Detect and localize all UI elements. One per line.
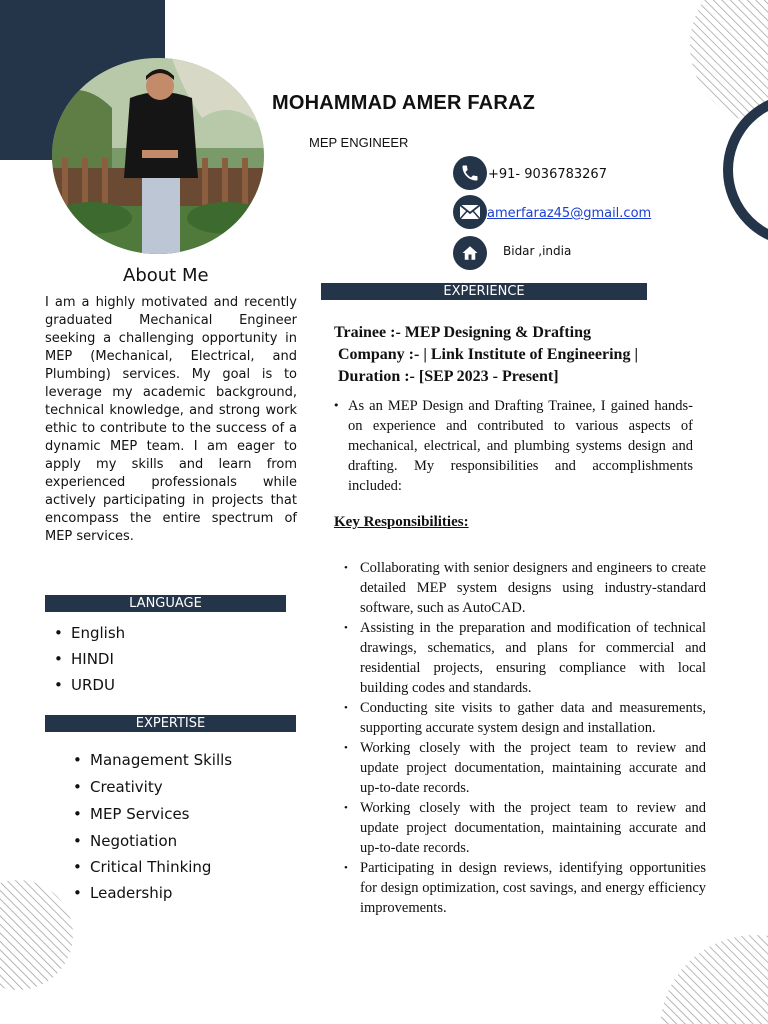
location: Bidar ,india: [503, 244, 572, 258]
experience-intro: As an MEP Design and Drafting Trainee, I gained hands-on experience and contributed to various aspects of mechanical, electrical, and plumbing systems design and drafting. My responsibilities and accomplishments included:: [348, 398, 693, 494]
list-item: • Collaborating with senior designers and engineers to create detailed MEP system designs using industry-standard software, such as AutoCAD.: [360, 558, 706, 618]
phone-number: +91- 9036783267: [488, 167, 607, 182]
experience-section-title: EXPERIENCE: [321, 283, 647, 300]
list-item: • Leadership: [90, 884, 232, 910]
expertise-list: [90, 751, 232, 910]
list-item: • Creativity: [90, 778, 232, 805]
language-section-title: LANGUAGE: [45, 595, 286, 612]
job-header: [334, 322, 638, 388]
list-item: • URDU: [71, 676, 125, 702]
profile-photo: [52, 58, 264, 254]
hatched-circle-bottom-right: [660, 935, 768, 1024]
language-list: [71, 624, 125, 702]
list-item: • Working closely with the project team to review and update project documentation, maintaining accurate and up-to-date records.: [360, 798, 706, 858]
expertise-section-title: EXPERTISE: [45, 715, 296, 732]
job-duration: Duration :- [SEP 2023 - Present]: [338, 368, 559, 385]
company-name: Company :- | Link Institute of Engineering |: [338, 346, 638, 363]
about-title: About Me: [123, 265, 209, 286]
list-item: • MEP Services: [90, 805, 232, 832]
list-item: • Management Skills: [90, 751, 232, 778]
list-item: • Critical Thinking: [90, 858, 232, 884]
email-link[interactable]: amerfaraz45@gmail.com: [487, 206, 652, 221]
candidate-name: MOHAMMAD AMER FARAZ: [272, 92, 536, 114]
hatched-circle-top-right: [690, 0, 768, 125]
list-item: • HINDI: [71, 650, 125, 676]
list-item: • Conducting site visits to gather data and measurements, supporting accurate system design and installation.: [360, 698, 706, 738]
list-item: • Assisting in the preparation and modification of technical drawings, schematics, and plans for commercial and residential projects, ensuring compliance with local building codes and standards.: [360, 618, 706, 698]
ring-right: [728, 98, 768, 242]
list-item: • Participating in design reviews, identifying opportunities for design optimization, cost savings, and energy efficiency improvements.: [360, 858, 706, 918]
about-text: I am a highly motivated and recently graduated Mechanical Engineer seeking a challenging opportunity in MEP (Mechanical, Electrical, and Plumbing) services. My goal is to leverage my academic background, technical knowledge, and strong work ethic to contribute to the success of a dynamic MEP team. I am eager to apply my skills and learn from experienced professionals while actively participating in projects that encompass the entire spectrum of MEP services.: [45, 295, 297, 544]
list-item: • Working closely with the project team to review and update project documentation, maintaining accurate and up-to-date records.: [360, 738, 706, 798]
bullet-icon: •: [333, 399, 340, 412]
list-item: • Negotiation: [90, 832, 232, 858]
job-role: MEP ENGINEER: [309, 135, 409, 150]
key-responsibilities-title: Key Responsibilities:: [334, 514, 469, 530]
responsibility-list: [360, 558, 706, 918]
phone-icon: [453, 156, 487, 190]
envelope-icon: [453, 195, 487, 229]
home-icon: [453, 236, 487, 270]
job-title: Trainee :- MEP Designing & Drafting: [334, 324, 592, 341]
hatched-circle-bottom-left: [0, 880, 73, 990]
list-item: • English: [71, 624, 125, 650]
